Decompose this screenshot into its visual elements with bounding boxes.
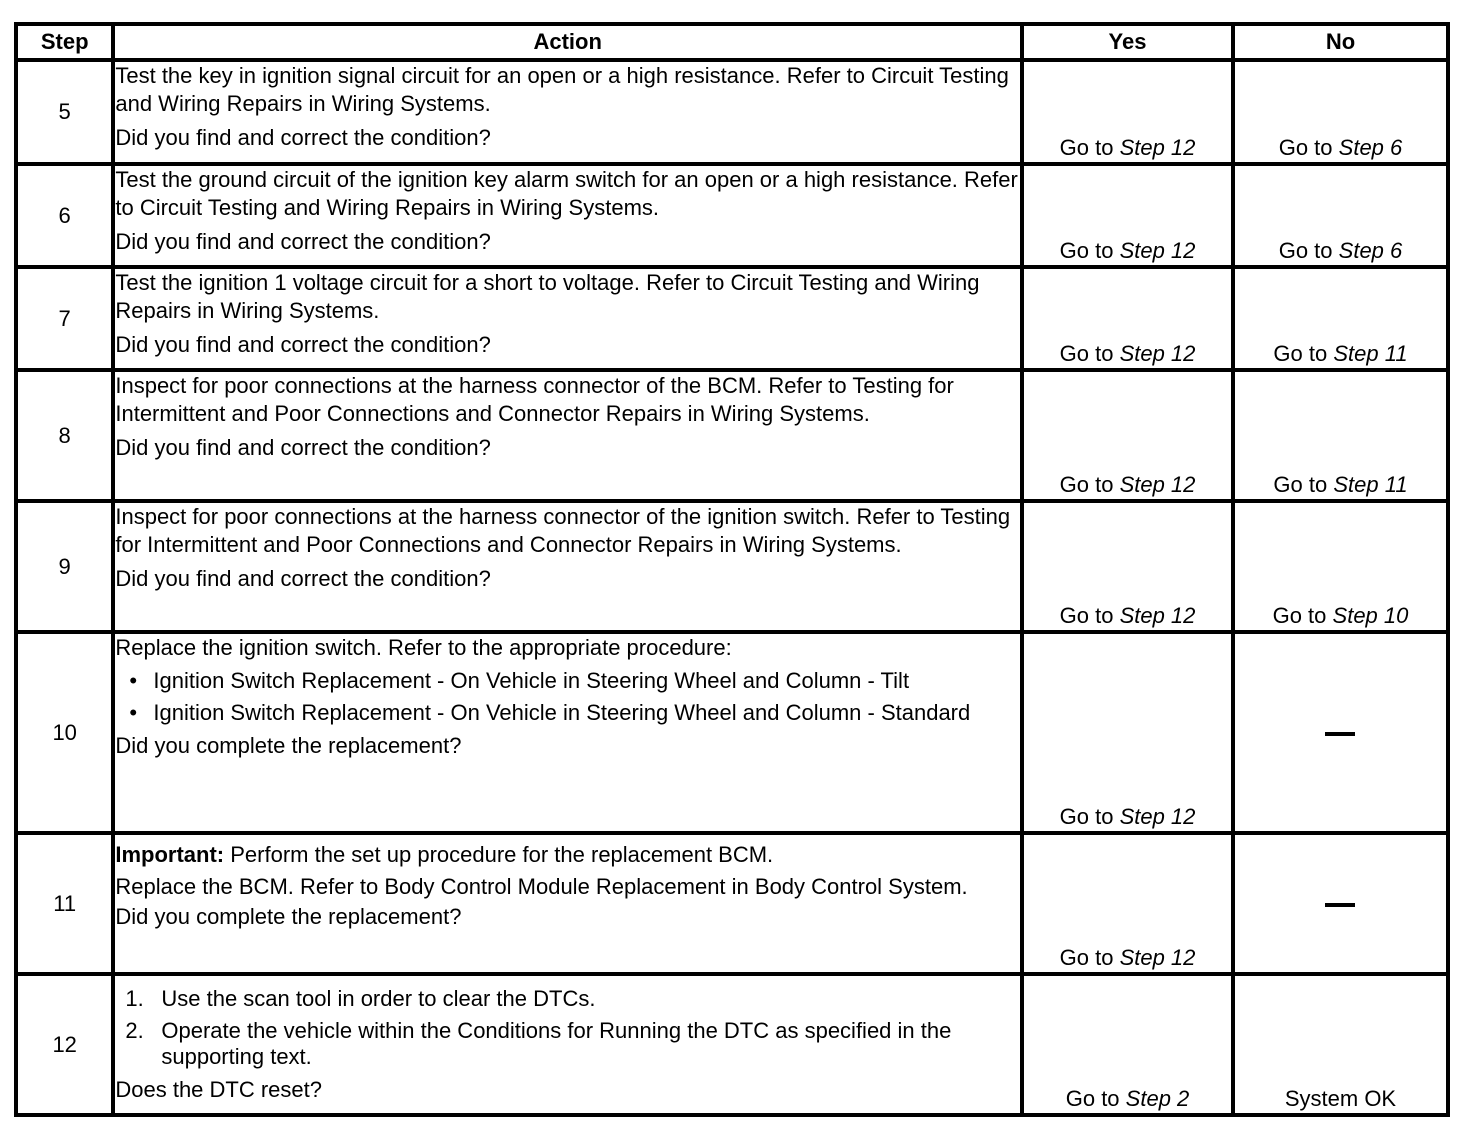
dash-mark — [1325, 732, 1355, 736]
list-text: Use the scan tool in order to clear the DTCs. — [161, 986, 596, 1011]
yes-step-link[interactable]: Step 12 — [1119, 472, 1196, 497]
yes-cell — [1022, 267, 1233, 370]
yes-step-link[interactable]: Step 12 — [1119, 341, 1196, 366]
step-number: 10 — [16, 632, 113, 833]
action-text: Replace the ignition switch. Refer to the appropriate procedure: — [115, 635, 732, 660]
yes-cell — [1022, 632, 1233, 833]
go-to-prefix: Go to — [1059, 603, 1114, 628]
no-step-link[interactable]: Step 6 — [1338, 135, 1403, 160]
step-number: 7 — [16, 267, 113, 370]
go-to-prefix: Go to — [1059, 135, 1114, 160]
step-number: 12 — [16, 974, 113, 1115]
action-question: Did you find and correct the condition? — [115, 332, 491, 357]
table-row — [16, 267, 1448, 370]
table-row — [16, 164, 1448, 267]
action-text: Test the ground circuit of the ignition key alarm switch for an open or a high resistance. Refer to Circuit Testing and Wiring Repairs in Wiring Systems. — [115, 167, 1018, 220]
action-text: Test the ignition 1 voltage circuit for a short to voltage. Refer to Circuit Testing and Wiring Repairs in Wiring Systems. — [115, 270, 980, 323]
action-question: Did you find and correct the condition? — [115, 566, 491, 591]
go-to-prefix: Go to — [1059, 341, 1114, 366]
action-cell — [113, 833, 1022, 974]
list-number: 2. — [125, 1018, 144, 1043]
no-cell — [1233, 60, 1448, 164]
go-to-prefix: Go to — [1059, 945, 1114, 970]
table-row — [16, 833, 1448, 974]
action-text: Test the key in ignition signal circuit for an open or a high resistance. Refer to Circuit Testing and Wiring Repairs in Wiring Systems. — [115, 63, 1009, 116]
no-step-link[interactable]: Step 11 — [1333, 341, 1408, 366]
numbered-list — [115, 986, 1020, 1070]
procedure-list — [115, 668, 1020, 726]
important-note — [115, 841, 1020, 869]
yes-cell — [1022, 833, 1233, 974]
diagnostic-table-wrapper — [14, 22, 1450, 1117]
go-to-prefix: Go to — [1273, 341, 1328, 366]
yes-cell — [1022, 164, 1233, 267]
action-cell — [113, 370, 1022, 501]
action-question: Does the DTC reset? — [115, 1077, 322, 1102]
no-step-link[interactable]: Step 6 — [1338, 238, 1403, 263]
action-cell — [113, 632, 1022, 833]
step-number: 6 — [16, 164, 113, 267]
action-cell — [113, 60, 1022, 164]
header-action: Action — [113, 24, 1022, 60]
yes-step-link[interactable]: Step 12 — [1119, 603, 1196, 628]
diagnostic-table — [14, 22, 1450, 1117]
action-question: Did you find and correct the condition? — [115, 229, 491, 254]
yes-step-link[interactable]: Step 12 — [1119, 804, 1196, 829]
go-to-prefix: Go to — [1272, 603, 1327, 628]
header-step: Step — [16, 24, 113, 60]
no-cell — [1233, 833, 1448, 974]
yes-step-link[interactable]: Step 12 — [1119, 135, 1196, 160]
go-to-prefix: Go to — [1059, 472, 1114, 497]
yes-cell — [1022, 370, 1233, 501]
action-cell — [113, 164, 1022, 267]
list-text: Operate the vehicle within the Conditions for Running the DTC as specified in the supporting text. — [161, 1018, 952, 1069]
yes-cell — [1022, 501, 1233, 632]
table-row — [16, 370, 1448, 501]
action-text: Inspect for poor connections at the harness connector of the ignition switch. Refer to Testing for Intermittent and Poor Connections and Connector Repairs in Wiring Systems. — [115, 504, 1011, 557]
important-label: Important: — [115, 842, 225, 867]
action-cell — [113, 974, 1022, 1115]
list-item — [115, 986, 1020, 1012]
no-cell — [1233, 267, 1448, 370]
go-to-prefix: Go to — [1059, 238, 1114, 263]
table-row — [16, 632, 1448, 833]
table-row — [16, 501, 1448, 632]
list-item — [115, 1018, 1020, 1070]
list-item: • Ignition Switch Replacement - On Vehicle in Steering Wheel and Column - Standard — [115, 700, 1020, 726]
table-row — [16, 60, 1448, 164]
no-cell: System OK — [1233, 974, 1448, 1115]
no-cell — [1233, 632, 1448, 833]
table-header-row — [16, 24, 1448, 60]
action-text: Inspect for poor connections at the harness connector of the BCM. Refer to Testing for Intermittent and Poor Connections and Connector Repairs in Wiring Systems. — [115, 373, 954, 426]
go-to-prefix: Go to — [1278, 238, 1333, 263]
yes-step-link[interactable]: Step 12 — [1119, 945, 1196, 970]
action-question: Did you find and correct the condition? — [115, 435, 491, 460]
step-number: 9 — [16, 501, 113, 632]
dash-mark — [1325, 903, 1355, 907]
no-cell — [1233, 370, 1448, 501]
important-text: Perform the set up procedure for the replacement BCM. — [230, 842, 774, 867]
step-number: 5 — [16, 60, 113, 164]
no-step-link[interactable]: Step 11 — [1333, 472, 1408, 497]
action-question: Did you complete the replacement? — [115, 733, 462, 758]
no-cell — [1233, 501, 1448, 632]
no-cell — [1233, 164, 1448, 267]
yes-step-link[interactable]: Step 2 — [1125, 1086, 1190, 1111]
go-to-prefix: Go to — [1278, 135, 1333, 160]
no-step-link[interactable]: Step 10 — [1332, 603, 1409, 628]
header-no: No — [1233, 24, 1448, 60]
go-to-prefix: Go to — [1273, 472, 1328, 497]
action-cell — [113, 501, 1022, 632]
go-to-prefix: Go to — [1065, 1086, 1120, 1111]
list-item: • Ignition Switch Replacement - On Vehicle in Steering Wheel and Column - Tilt — [115, 668, 1020, 694]
action-cell — [113, 267, 1022, 370]
header-yes: Yes — [1022, 24, 1233, 60]
yes-cell — [1022, 974, 1233, 1115]
action-text: Replace the BCM. Refer to Body Control Module Replacement in Body Control System. — [115, 874, 968, 899]
yes-cell — [1022, 60, 1233, 164]
step-number: 8 — [16, 370, 113, 501]
list-number: 1. — [125, 986, 144, 1011]
action-question: Did you find and correct the condition? — [115, 125, 491, 150]
yes-step-link[interactable]: Step 12 — [1119, 238, 1196, 263]
table-row — [16, 974, 1448, 1115]
step-number: 11 — [16, 833, 113, 974]
go-to-prefix: Go to — [1059, 804, 1114, 829]
action-question: Did you complete the replacement? — [115, 904, 462, 929]
